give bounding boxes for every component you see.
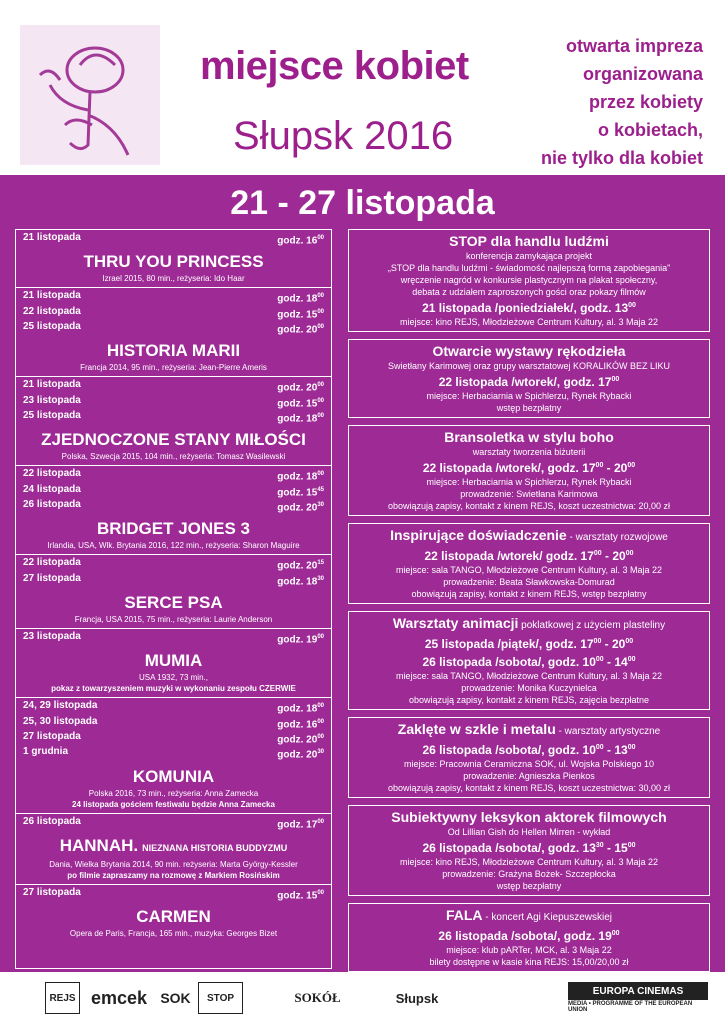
screening-date: 25 listopada	[23, 409, 81, 421]
event-date-text: 26 listopada /sobota/, godz. 19	[438, 929, 612, 943]
screening-minutes: 00	[317, 412, 324, 419]
event-detail: obowiązują zapisy, kontakt z kinem REJS, zajęcia bezpłatne	[409, 695, 649, 705]
screening-row	[23, 395, 324, 410]
film-section	[16, 629, 331, 698]
screening-hour: godz. 20	[277, 382, 318, 394]
screening-minutes: 00	[317, 471, 324, 478]
event-detail: prowadzenie: Monika Kuczynielca	[461, 683, 597, 693]
screening-minutes: 00	[317, 703, 324, 710]
event-date-minutes: 00	[628, 302, 636, 309]
event-date-text: 26 listopada /sobota/, godz. 10	[422, 743, 596, 757]
event-date-end-minutes: 00	[627, 462, 636, 469]
event-title-text: Zaklęte w szkle i metalu	[397, 721, 556, 737]
film-section	[16, 377, 331, 466]
film-title	[23, 907, 324, 927]
event-line: warsztaty tworzenia biżuterii	[472, 447, 586, 457]
sponsor-footer	[0, 972, 725, 1024]
screening-row	[23, 468, 324, 483]
header	[0, 0, 725, 175]
event-title-text: FALA	[445, 907, 483, 923]
screening-minutes: 30	[317, 501, 324, 508]
film-section	[16, 466, 331, 555]
event-box	[348, 229, 710, 332]
film-title	[23, 430, 324, 450]
screening-time	[277, 887, 324, 902]
screening-row	[23, 290, 324, 305]
screening-time	[277, 731, 324, 746]
screening-date: 25 listopada	[23, 320, 81, 332]
logo-stop: STOP	[198, 982, 243, 1014]
screening-hour: godz. 19	[277, 634, 318, 646]
event-date-end: - 14	[603, 655, 628, 669]
event-date	[353, 926, 705, 944]
event-date	[353, 372, 705, 390]
film-section	[16, 230, 331, 288]
event-box	[348, 339, 710, 418]
event-box	[348, 805, 710, 896]
film-meta: Polska 2016, 73 min., reżyseria: Anna Zamecka	[88, 788, 259, 798]
logo-sokol: SOKÓŁ	[294, 990, 341, 1005]
screening-row	[23, 573, 324, 588]
screening-date: 22 listopada	[23, 305, 81, 317]
film-title-text: MUMIA	[144, 651, 203, 671]
logo-slupsk: Słupsk	[395, 990, 439, 1006]
event-title-sub: - warsztaty artystyczne	[555, 726, 661, 737]
event-date	[353, 458, 705, 476]
event-box	[348, 717, 710, 798]
screening-time	[277, 557, 324, 572]
event-line: debata z udziałem zaproszonych gości oraz pokazy filmów	[412, 287, 646, 297]
logo-media-programme: MEDIA • PROGRAMME OF THE EUROPEAN UNION	[568, 1001, 693, 1013]
screening-hour: godz. 18	[277, 471, 318, 483]
event-detail: miejsce: klub pARTer, MCK, al. 3 Maja 22	[446, 945, 612, 955]
logo-emcek: emcek	[90, 987, 148, 1008]
film-title	[23, 519, 324, 539]
screening-hour: godz. 20	[277, 734, 318, 746]
events-list	[348, 229, 710, 979]
screening-time	[277, 395, 324, 410]
film-title-text: BRIDGET JONES 3	[96, 519, 251, 539]
screening-date: 23 listopada	[23, 394, 81, 406]
screening-time	[277, 700, 324, 715]
screening-minutes: 30	[317, 575, 324, 582]
screening-time	[277, 468, 324, 483]
screening-minutes: 00	[317, 397, 324, 404]
logo-europa-cinemas: EUROPA CINEMAS	[568, 982, 708, 1000]
screening-hour: godz. 16	[277, 235, 318, 247]
screening-date: 24, 29 listopada	[23, 700, 98, 712]
event-title-text: Warsztaty animacji	[392, 615, 519, 631]
event-title-text: STOP dla handlu ludźmi	[449, 233, 609, 249]
event-detail: bilety dostępne w kasie kina REJS: 15,00/20,00 zł	[429, 957, 629, 967]
screening-date: 21 listopada	[23, 379, 81, 391]
brand-title: miejsce kobiet	[200, 44, 469, 88]
screening-minutes: 00	[317, 293, 324, 300]
screening-time	[277, 573, 324, 588]
screening-minutes: 00	[317, 382, 324, 389]
city-year: Słupsk 2016	[233, 114, 454, 158]
event-title-sub: - koncert Agi Kiepuszewskiej	[482, 912, 613, 923]
event-detail: wstęp bezpłatny	[496, 881, 562, 891]
film-section	[16, 288, 331, 377]
event-date-text: 22 listopada /wtorek/, godz. 17	[422, 461, 596, 475]
film-meta: Dania, Wielka Brytania 2014, 90 min. reżyseria: Marta György-Kessler	[49, 859, 298, 869]
screening-date: 27 listopada	[23, 886, 81, 898]
logo-sok: SOK	[160, 990, 191, 1006]
event-box	[348, 523, 710, 604]
event-box	[348, 425, 710, 516]
screening-row	[23, 484, 324, 499]
event-date-end-minutes: 00	[627, 744, 636, 751]
event-date	[353, 838, 705, 856]
tagline-line: przez kobiety	[588, 92, 703, 112]
screening-date: 26 listopada	[23, 498, 81, 510]
event-title	[353, 233, 705, 250]
film-schedule	[15, 229, 332, 969]
screening-minutes: 00	[317, 235, 324, 241]
screening-date: 24 listopada	[23, 483, 81, 495]
screening-row	[23, 746, 324, 761]
event-date-end-minutes: 00	[625, 638, 634, 645]
event-date	[353, 652, 705, 670]
screening-hour: godz. 15	[277, 890, 318, 902]
film-meta: Francja, USA 2015, 75 min., reżyseria: Laurie Anderson	[74, 614, 273, 624]
event-title-text: Inspirujące doświadczenie	[390, 527, 567, 543]
event-date	[353, 546, 705, 564]
event-date-text: 22 listopada /wtorek/, godz. 17	[438, 375, 612, 389]
tagline-line: nie tylko dla kobiet	[540, 148, 703, 168]
screening-date: 23 listopada	[23, 630, 81, 642]
event-title	[353, 907, 705, 926]
event-date-end: - 20	[601, 549, 626, 563]
screening-time	[277, 716, 324, 731]
film-meta: Francja 2014, 95 min., reżyseria: Jean-Pierre Ameris	[80, 363, 267, 373]
event-box	[348, 611, 710, 710]
event-detail: obowiązują zapisy, kontakt z kinem REJS, koszt uczestnictwa: 30,00 zł	[388, 783, 670, 793]
film-title-text: ZJEDNOCZONE STANY MIŁOŚCI	[41, 430, 306, 450]
screening-time	[277, 290, 324, 305]
film-section	[16, 555, 331, 629]
screening-row	[23, 499, 324, 514]
event-detail: miejsce: sala TANGO, Młodzieżowe Centrum Kultury, al. 3 Maja 22	[395, 565, 663, 575]
screening-row	[23, 306, 324, 321]
screening-minutes: 30	[317, 749, 324, 756]
event-detail: prowadzenie: Agnieszka Pienkos	[463, 771, 595, 781]
screening-minutes: 15	[317, 560, 324, 567]
screening-time	[277, 379, 324, 394]
event-date-minutes: 30	[595, 842, 604, 849]
screening-row	[23, 232, 324, 247]
event-date	[353, 740, 705, 758]
event-title	[353, 721, 705, 740]
film-title-text: HISTORIA MARII	[106, 341, 241, 361]
screening-row	[23, 410, 324, 425]
screening-minutes: 00	[317, 323, 324, 330]
screening-minutes: 45	[317, 486, 324, 493]
event-detail: wstęp bezpłatny	[496, 403, 562, 413]
screening-hour: godz. 20	[277, 749, 318, 761]
event-date-minutes: 00	[595, 744, 604, 751]
screening-hour: godz. 16	[277, 718, 318, 730]
woman-figure-logo-icon	[20, 25, 160, 165]
screening-time	[277, 746, 324, 761]
logo-rejs: REJS	[45, 982, 80, 1014]
screening-row	[23, 731, 324, 746]
event-detail: obowiązują zapisy, kontakt z kinem REJS, koszt uczestnictwa: 20,00 zł	[388, 501, 670, 511]
film-title-text: THRU YOU PRINCESS	[83, 252, 264, 272]
film-meta: Izrael 2015, 80 min., reżyseria: Ido Haar	[102, 274, 245, 284]
film-title	[23, 836, 324, 858]
event-date-end: - 13	[603, 743, 628, 757]
event-detail: prowadzenie: Grażyna Bożek- Szczepłocka	[442, 869, 616, 879]
screening-hour: godz. 18	[277, 703, 318, 715]
film-note: po filmie zapraszamy na rozmowę z Markiem Rosińskim	[67, 870, 280, 880]
event-title-text: Subiektywny leksykon aktorek filmowych	[391, 809, 667, 825]
screening-date: 27 listopada	[23, 572, 81, 584]
film-title	[23, 252, 324, 272]
film-section	[16, 814, 331, 885]
screening-hour: godz. 18	[277, 293, 318, 305]
event-line: Od Lillian Gish do Hellen Mirren - wykład	[447, 827, 611, 837]
tagline-line: o kobietach,	[597, 120, 703, 140]
event-date-minutes: 00	[611, 930, 620, 937]
event-title	[353, 343, 705, 360]
screening-minutes: 00	[317, 633, 324, 640]
event-title-sub: - warsztaty rozwojowe	[566, 532, 668, 543]
event-date-text: 25 listopada /piątek/, godz. 17	[424, 637, 594, 651]
event-title-text: Bransoletka w stylu boho	[444, 429, 614, 445]
film-meta: USA 1932, 73 min.,	[139, 673, 208, 683]
film-meta: Polska, Szwecja 2015, 104 min., reżyseria: Tomasz Wasilewski	[61, 452, 286, 462]
film-meta: Irlandia, USA, Wlk. Brytania 2016, 122 min., reżyseria: Sharon Maguire	[47, 541, 300, 551]
event-line: „STOP dla handlu ludźmi - świadomość najlepszą formą zapobiegania”	[387, 263, 671, 273]
event-detail: miejsce: sala TANGO, Młodzieżowe Centrum Kultury, al. 3 Maja 22	[395, 671, 663, 681]
film-title	[23, 341, 324, 361]
event-detail: miejsce: kino REJS, Młodzieżowe Centrum Kultury, al. 3 Maja 22	[400, 317, 658, 327]
film-title-text: CARMEN	[136, 907, 211, 927]
event-line: Swietłany Karimowej oraz grupy warsztatowej KORALIKÓW BEZ LIKU	[387, 361, 671, 371]
screening-date: 21 listopada	[23, 290, 81, 302]
festival-dates: 21 - 27 listopada	[230, 184, 495, 222]
screening-time	[277, 306, 324, 321]
event-date-end-minutes: 00	[627, 842, 636, 849]
event-date-end: - 20	[603, 461, 628, 475]
screening-time	[277, 631, 324, 646]
event-detail: miejsce: kino REJS, Młodzieżowe Centrum Kultury, al. 3 Maja 22	[400, 857, 658, 867]
event-date-minutes: 00	[611, 376, 620, 383]
film-title	[23, 651, 324, 671]
screening-hour: godz. 15	[277, 486, 318, 498]
event-title	[353, 429, 705, 446]
event-detail: miejsce: Herbaciarnia w Spichlerzu, Rynek Rybacki	[426, 477, 632, 487]
screening-minutes: 00	[317, 733, 324, 740]
event-title	[353, 809, 705, 826]
screening-time	[277, 410, 324, 425]
film-title-text: KOMUNIA	[132, 766, 215, 786]
film-title	[23, 767, 324, 787]
screening-minutes: 00	[317, 889, 324, 896]
screening-hour: godz. 15	[277, 308, 318, 320]
event-detail: obowiązują zapisy, kontakt z kinem REJS, wstęp bezpłatny	[411, 589, 647, 599]
event-date-text: 26 listopada /sobota/, godz. 10	[422, 655, 596, 669]
screening-date: 26 listopada	[23, 815, 81, 827]
event-detail: miejsce: Herbaciarnia w Spichlerzu, Rynek Rybacki	[426, 391, 632, 401]
screening-row	[23, 700, 324, 715]
screening-time	[277, 816, 324, 831]
screening-hour: godz. 18	[277, 575, 318, 587]
screening-minutes: 00	[317, 308, 324, 315]
event-line: wręczenie nagród w konkursie plastycznym na plakat społeczny,	[400, 275, 658, 285]
film-subtitle: NIEZNANA HISTORIA BUDDYZMU	[142, 842, 288, 853]
event-date-text: 22 listopada /wtorek/ godz. 17	[424, 549, 594, 563]
film-title-text: HANNAH.	[59, 835, 139, 855]
event-date	[353, 634, 705, 652]
event-title-sub: poklatkowej z użyciem plasteliny	[518, 620, 666, 631]
screening-time	[277, 499, 324, 514]
event-date-text: 26 listopada /sobota/, godz. 13	[422, 841, 596, 855]
screening-hour: godz. 20	[277, 324, 318, 336]
screening-date: 22 listopada	[23, 557, 81, 569]
film-note: pokaz z towarzyszeniem muzyki w wykonaniu zespołu CZERWIE	[51, 684, 296, 694]
event-title	[353, 615, 705, 634]
film-note: 24 listopada gościem festiwalu będzie Anna Zamecka	[72, 799, 275, 809]
screening-hour: godz. 15	[277, 397, 318, 409]
screening-row	[23, 716, 324, 731]
screening-date: 22 listopada	[23, 468, 81, 480]
film-section	[16, 698, 331, 813]
tagline	[541, 32, 703, 172]
screening-time	[277, 321, 324, 336]
screening-minutes: 00	[317, 718, 324, 725]
screening-date: 27 listopada	[23, 730, 81, 742]
event-title	[353, 527, 705, 546]
event-date-end-minutes: 00	[625, 550, 634, 557]
screening-time	[277, 232, 324, 247]
event-date	[353, 298, 705, 316]
screening-date: 25, 30 listopada	[23, 715, 98, 727]
screening-row	[23, 887, 324, 902]
screening-row	[23, 379, 324, 394]
screening-minutes: 00	[317, 818, 324, 825]
event-detail: prowadzenie: Beata Sławkowska-Domurad	[443, 577, 615, 587]
screening-row	[23, 321, 324, 336]
screening-hour: godz. 18	[277, 413, 318, 425]
film-title-text: SERCE PSA	[124, 592, 223, 612]
screening-row	[23, 631, 324, 646]
film-title	[23, 593, 324, 613]
screening-time	[277, 484, 324, 499]
event-box	[348, 903, 710, 972]
event-date-text: 21 listopada /poniedziałek/, godz. 13	[422, 301, 629, 315]
event-date-end: - 20	[601, 637, 626, 651]
screening-hour: godz. 20	[277, 560, 318, 572]
film-meta: Opera de Paris, Francja, 165 min., muzyka: Georges Bizet	[69, 929, 278, 939]
tagline-line: otwarta impreza	[565, 36, 703, 56]
event-detail: prowadzenie: Swietłana Karimowa	[460, 489, 598, 499]
event-date-minutes: 00	[593, 550, 602, 557]
screening-hour: godz. 20	[277, 502, 318, 514]
event-detail: miejsce: Pracownia Ceramiczna SOK, ul. Wojska Polskiego 10	[404, 759, 654, 769]
screening-date: 21 listopada	[23, 232, 81, 243]
event-date-minutes: 00	[595, 656, 604, 663]
tagline-line: organizowana	[582, 64, 703, 84]
screening-row	[23, 557, 324, 572]
event-date-end-minutes: 00	[627, 656, 636, 663]
screening-date: 1 grudnia	[23, 746, 69, 758]
screening-row	[23, 816, 324, 831]
event-date-end: - 15	[603, 841, 628, 855]
film-section	[16, 885, 331, 942]
event-date-minutes: 00	[593, 638, 602, 645]
event-date-minutes: 00	[595, 462, 604, 469]
screening-hour: godz. 17	[277, 818, 318, 830]
event-line: konferencja zamykająca projekt	[465, 251, 593, 261]
event-title-text: Otwarcie wystawy rękodzieła	[432, 343, 626, 359]
